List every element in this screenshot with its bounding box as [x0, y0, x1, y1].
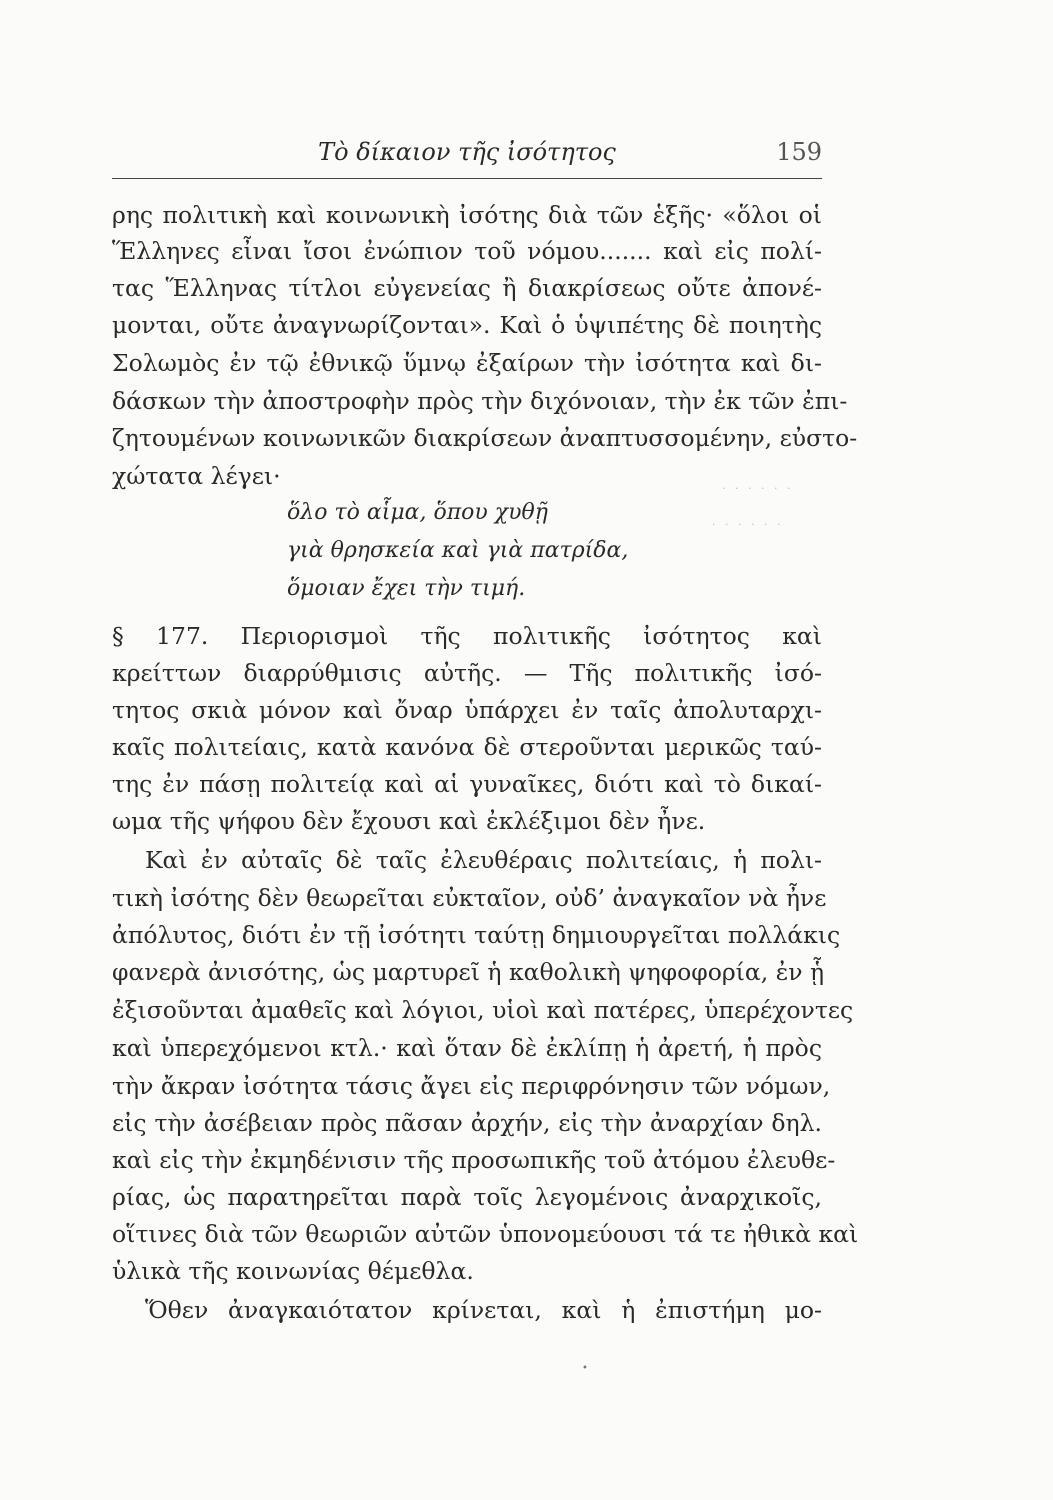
- text-line: της ἐν πάσῃ πολιτείᾳ καὶ αἱ γυναῖκες, διότι καὶ τὸ δικαί-: [112, 770, 822, 798]
- text-line: ωμα τῆς ψήφου δὲν ἔχουσι καὶ ἐκλέξιμοι δὲν ἦνε.: [112, 807, 706, 835]
- page-number: 159: [776, 138, 822, 166]
- text-line: Καὶ ἐν αὐταῖς δὲ ταῖς ἐλευθέραις πολιτείαις, ἡ πολι-: [145, 846, 822, 874]
- text-line: τικὴ ἰσότης δὲν θεωρεῖται εὐκταῖον, οὐδ’ ἀναγκαῖον νὰ ἦνε: [112, 884, 827, 912]
- verse-line: ὅλο τὸ αἷμα, ὅπου χυθῇ: [287, 500, 548, 525]
- text-line: ρης πολιτικὴ καὶ κοινωνικὴ ἰσότης διὰ τῶν ἑξῆς· «ὅλοι οἱ: [112, 201, 822, 229]
- running-title: Τὸ δίκαιον τῆς ἰσότητος: [318, 138, 616, 166]
- text-line: τας Ἕλληνας τίτλοι εὐγενείας ἢ διακρίσεως οὔτε ἀπονέ-: [112, 274, 822, 302]
- text-line: χώτατα λέγει·: [112, 462, 281, 490]
- text-line: ἐξισοῦνται ἀμαθεῖς καὶ λόγιοι, υἱοὶ καὶ πατέρες, ὑπερέχοντες: [112, 996, 854, 1024]
- text-line: ζητουμένων κοινωνικῶν διακρίσεων ἀναπτυσσομένην, εὐστο-: [112, 424, 858, 452]
- text-line: τητος σκιὰ μόνον καὶ ὄναρ ὑπάρχει ἐν ταῖς ἀπολυταρχι-: [112, 696, 822, 724]
- text-line: φανερὰ ἀνισότης, ὡς μαρτυρεῖ ἡ καθολικὴ ψηφοφορία, ἐν ᾗ: [112, 958, 825, 986]
- text-line: κρείττων διαρρύθμισις αὐτῆς. — Τῆς πολιτικῆς ἰσό-: [112, 659, 822, 687]
- text-line: ἀπόλυτος, διότι ἐν τῇ ἰσότητι ταύτῃ δημιουργεῖται πολλάκις: [112, 921, 841, 949]
- text-line: καὶ εἰς τὴν ἐκμηδένισιν τῆς προσωπικῆς τοῦ ἀτόμου ἐλευθε-: [112, 1146, 836, 1174]
- text-line: ὑλικὰ τῆς κοινωνίας θέμεθλα.: [112, 1257, 474, 1285]
- text-line: καῖς πολιτείαις, κατὰ κανόνα δὲ στεροῦνται μερικῶς ταύ-: [112, 733, 822, 761]
- text-line: καὶ ὑπερεχόμενοι κτλ.· καὶ ὅταν δὲ ἐκλίπῃ ἡ ἀρετή, ἡ πρὸς: [112, 1034, 822, 1062]
- text-line: Ὅθεν ἀναγκαιότατον κρίνεται, καὶ ἡ ἐπιστήμη μο-: [145, 1296, 822, 1324]
- text-line: Ἕλληνες εἶναι ἴσοι ἐνώπιον τοῦ νόμου....... καὶ εἰς πολί-: [112, 237, 822, 265]
- show-through-dots: · · · · · ·: [722, 482, 794, 495]
- show-through-dots: · · · · · ·: [712, 518, 784, 531]
- verse-line: γιὰ θρησκεία καὶ γιὰ πατρίδα,: [287, 538, 629, 563]
- verse-line: ὅμοιαν ἔχει τὴν τιμή.: [287, 576, 526, 601]
- text-line: εἰς τὴν ἀσέβειαν πρὸς πᾶσαν ἀρχήν, εἰς τὴν ἀναρχίαν δηλ.: [112, 1109, 822, 1137]
- section-heading-line: § 177. Περιορισμοὶ τῆς πολιτικῆς ἰσότητος καὶ: [112, 622, 822, 650]
- text-line: μονται, οὔτε ἀναγνωρίζονται». Καὶ ὁ ὑψιπέτης δὲ ποιητὴς: [112, 311, 822, 339]
- text-line: δάσκων τὴν ἀποστροφὴν πρὸς τὴν διχόνοιαν, τὴν ἐκ τῶν ἐπι-: [112, 387, 848, 415]
- header-rule: [112, 178, 822, 179]
- paper-speck: •: [582, 1363, 588, 1374]
- text-line: ρίας, ὡς παρατηρεῖται παρὰ τοῖς λεγομένοις ἀναρχικοῖς,: [112, 1183, 822, 1211]
- text-line: οἵτινες διὰ τῶν θεωριῶν αὐτῶν ὑπονομεύουσι τά τε ἠθικὰ καὶ: [112, 1220, 859, 1248]
- text-line: Σολωμὸς ἐν τῷ ἐθνικῷ ὕμνῳ ἐξαίρων τὴν ἰσότητα καὶ δι-: [112, 349, 822, 377]
- running-header: [112, 138, 822, 178]
- text-line: τὴν ἄκραν ἰσότητα τάσις ἄγει εἰς περιφρόνησιν τῶν νόμων,: [112, 1072, 831, 1100]
